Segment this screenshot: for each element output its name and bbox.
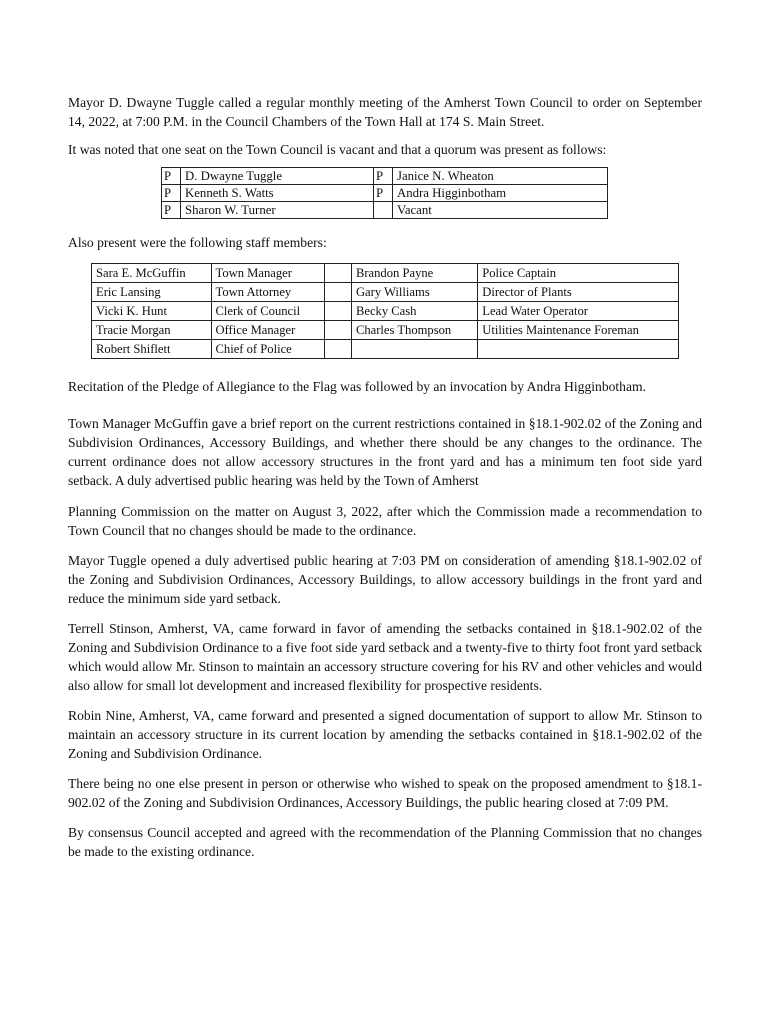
manager-report-continued-paragraph: Planning Commission on the matter on August 3, 2022, after which the Commission made a recommendation to Town Council that no changes should be made to the ordinance. (68, 504, 702, 538)
spacer-cell (324, 283, 351, 302)
staff-name (351, 340, 477, 359)
staff-name: Sara E. McGuffin (92, 264, 212, 283)
presence-mark (374, 202, 393, 219)
council-member-name: Vacant (393, 202, 608, 219)
council-member-name: Janice N. Wheaton (393, 168, 608, 185)
consensus-paragraph: By consensus Council accepted and agreed with the recommendation of the Planning Commission that no changes be made to the existing ordinance. (68, 825, 702, 859)
table-row (92, 321, 679, 340)
hearing-open-paragraph: Mayor Tuggle opened a duly advertised public hearing at 7:03 PM on consideration of amending §18.1-902.02 of the Zoning and Subdivision Ordinances, Accessory Buildings, to allow accessory buildings in the front yard and reduce the minimum side yard setback. (68, 553, 702, 606)
spacer-cell (324, 321, 351, 340)
staff-title: Office Manager (211, 321, 324, 340)
stinson-paragraph: Terrell Stinson, Amherst, VA, came forward in favor of amending the setbacks contained in §18.1-902.02 of the Zoning and Subdivision Ordinance to a five foot side yard setback and a twenty-five to thirty foot front yard setback which would allow Mr. Stinson to maintain an accessory structure covering for his RV and other vehicles and would also allow for small lot development and increased flexibility for prospective residents. (68, 621, 702, 693)
staff-name: Brandon Payne (351, 264, 477, 283)
council-attendance-table (161, 167, 608, 219)
staff-title: Chief of Police (211, 340, 324, 359)
presence-mark: P (162, 168, 181, 185)
presence-mark: P (374, 185, 393, 202)
table-row (92, 264, 679, 283)
table-row (92, 340, 679, 359)
table-row (162, 185, 608, 202)
staff-title: Police Captain (478, 264, 679, 283)
staff-title: Clerk of Council (211, 302, 324, 321)
staff-name: Vicki K. Hunt (92, 302, 212, 321)
staff-intro-paragraph: Also present were the following staff members: (68, 235, 327, 250)
quorum-paragraph: It was noted that one seat on the Town Council is vacant and that a quorum was present as follows: (68, 142, 607, 157)
table-row (92, 302, 679, 321)
staff-title (478, 340, 679, 359)
staff-name: Charles Thompson (351, 321, 477, 340)
spacer-cell (324, 340, 351, 359)
minutes-page (68, 93, 702, 861)
council-member-name: Andra Higginbotham (393, 185, 608, 202)
manager-report-paragraph: Town Manager McGuffin gave a brief report on the current restrictions contained in §18.1-902.02 of the Zoning and Subdivision Ordinances, Accessory Buildings, and whether there should be any changes to the ordinance. The current ordinance does not allow accessory structures in the front yard and has a minimum ten foot side yard setback. A duly advertised public hearing was held by the Town of Amherst (68, 416, 702, 488)
opening-paragraph: Mayor D. Dwayne Tuggle called a regular monthly meeting of the Amherst Town Council to order on September 14, 2022, at 7:00 P.M. in the Council Chambers of the Town Hall at 174 S. Main Street. (68, 95, 702, 129)
presence-mark: P (162, 185, 181, 202)
council-member-name: D. Dwayne Tuggle (181, 168, 374, 185)
staff-title: Town Manager (211, 264, 324, 283)
staff-name: Gary Williams (351, 283, 477, 302)
staff-name: Robert Shiflett (92, 340, 212, 359)
staff-name: Eric Lansing (92, 283, 212, 302)
pledge-paragraph: Recitation of the Pledge of Allegiance to the Flag was followed by an invocation by Andra Higginbotham. (68, 379, 646, 394)
staff-title: Lead Water Operator (478, 302, 679, 321)
table-row (162, 202, 608, 219)
council-member-name: Sharon W. Turner (181, 202, 374, 219)
nine-paragraph: Robin Nine, Amherst, VA, came forward and presented a signed documentation of support to allow Mr. Stinson to maintain an accessory structure in its current location by amending the setbacks contained in §18.1-902.02 of the Zoning and Subdivision Ordinance. (68, 708, 702, 761)
presence-mark: P (162, 202, 181, 219)
staff-title: Director of Plants (478, 283, 679, 302)
table-row (162, 168, 608, 185)
staff-title: Town Attorney (211, 283, 324, 302)
presence-mark: P (374, 168, 393, 185)
staff-table (91, 263, 679, 359)
staff-name: Tracie Morgan (92, 321, 212, 340)
spacer-cell (324, 302, 351, 321)
hearing-close-paragraph: There being no one else present in person or otherwise who wished to speak on the proposed amendment to §18.1-902.02 of the Zoning and Subdivision Ordinances, Accessory Buildings, the public hearing closed at 7:09 PM. (68, 776, 702, 810)
table-row (92, 283, 679, 302)
staff-title: Utilities Maintenance Foreman (478, 321, 679, 340)
council-member-name: Kenneth S. Watts (181, 185, 374, 202)
spacer-cell (324, 264, 351, 283)
staff-name: Becky Cash (351, 302, 477, 321)
